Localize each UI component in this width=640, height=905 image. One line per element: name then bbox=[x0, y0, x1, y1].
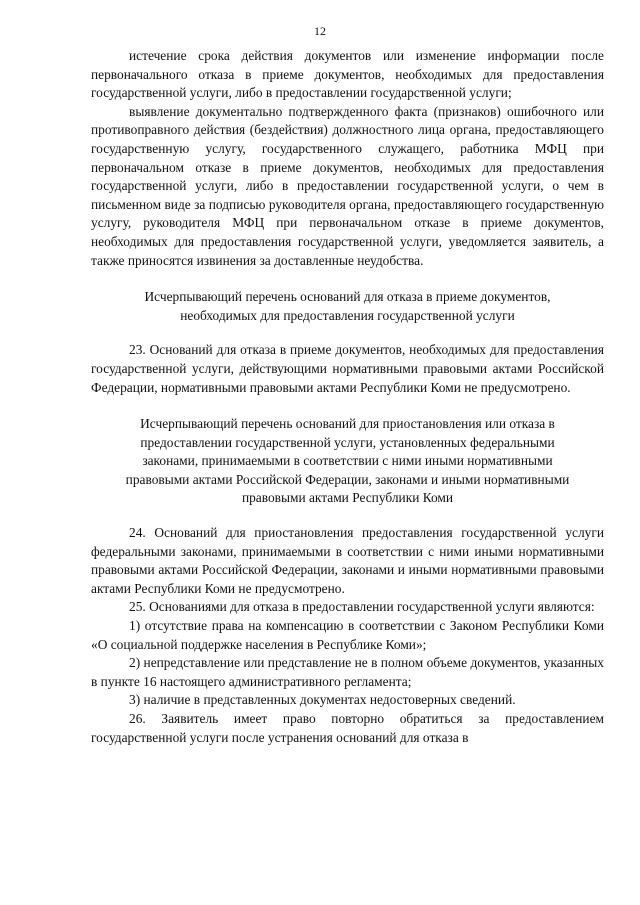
paragraph-expiry: истечение срока действия документов или изменение информации после первоначального отказа в приеме документов, необходимых для предоставления государственной услуги, либо в предоставлении государственной услуги; bbox=[91, 48, 604, 101]
list-item-3: 3) наличие в представленных документах недостоверных сведений. bbox=[129, 692, 516, 708]
spacer bbox=[91, 270, 604, 288]
document-body bbox=[91, 47, 604, 747]
list-item-2: 2) непредставление или представление не в полном объеме документов, указанных в пункте 16 настоящего административного регламента; bbox=[91, 655, 604, 689]
list-item-1: 1) отсутствие права на компенсацию в соответствии с Законом Республики Коми «О социальной поддержке населения в Республике Коми»; bbox=[91, 618, 604, 652]
heading-suspension-grounds: Исчерпывающий перечень оснований для приостановления или отказа в предоставлении государственной услуги, установленных федеральными законами, принимаемыми в соответствии с ними иными нормативными правовыми актами Российской Федерации, законами и иными нормативными правовыми актами Республики Коми bbox=[125, 416, 570, 506]
paragraph-error-detection: выявление документально подтвержденного факта (признаков) ошибочного или противоправного действия (бездействия) должностного лица органа, предоставляющего государственную услугу, государственного служащего, работника МФЦ при первоначальном отказе в приеме документов, необходимых для предоставления государственной услуги, либо в предоставлении государственной услуги, о чем в письменном виде за подписью руководителя органа, предоставляющего государственную услугу, руководителя МФЦ при первоначальном отказе в приеме документов, необходимых для предоставления государственной услуги, уведомляется заявитель, а также приносятся извинения за доставленные неудобства. bbox=[91, 103, 604, 268]
paragraph-24: 24. Оснований для приостановления предоставления государственной услуги федеральными законами, принимаемыми в соответствии с ними иными нормативными правовыми актами Российской Федерации, законами и иными нормативными правовыми актами Республики Коми не предусмотрено. bbox=[91, 525, 604, 596]
spacer bbox=[91, 325, 604, 341]
page-number: 12 bbox=[314, 24, 326, 38]
spacer bbox=[91, 508, 604, 524]
paragraph-26: 26. Заявитель имеет право повторно обратиться за предоставлением государственной услуги после устранения оснований для отказа в bbox=[91, 711, 604, 745]
paragraph-23: 23. Оснований для отказа в приеме документов, необходимых для предоставления государственной услуги, действующими нормативными правовыми актами Российской Федерации, нормативными правовыми актами Республики Коми не предусмотрено. bbox=[91, 342, 604, 395]
paragraph-25: 25. Основаниями для отказа в предоставлении государственной услуги являются: bbox=[129, 599, 595, 615]
spacer bbox=[91, 397, 604, 415]
heading-refusal-grounds: Исчерпывающий перечень оснований для отказа в приеме документов, необходимых для предоставления государственной услуги bbox=[144, 289, 551, 323]
